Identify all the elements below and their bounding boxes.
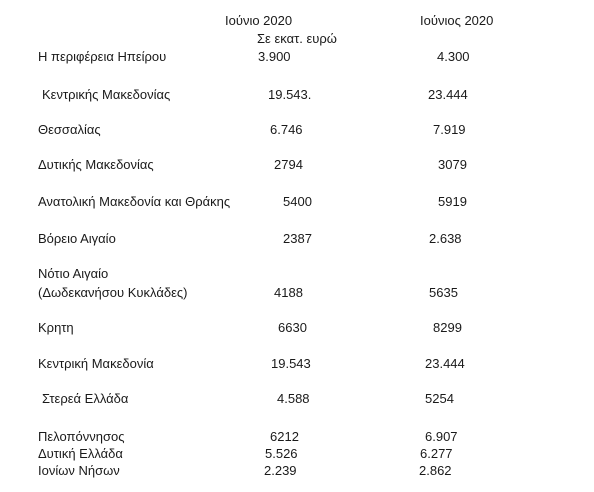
row-value-col2: 23.444: [428, 87, 468, 102]
row-label: Πελοπόννησος: [38, 429, 125, 444]
row-value-col1: 4.588: [277, 391, 310, 406]
row-label: Κεντρικής Μακεδονίας: [42, 87, 171, 102]
row-label: Η περιφέρεια Ηπείρου: [38, 49, 167, 64]
row-label: Νότιο Αιγαίο: [38, 266, 109, 281]
row-value-col1: 2387: [283, 231, 312, 246]
row-value-col2: 7.919: [433, 122, 466, 137]
row-value-col1: 6630: [278, 320, 307, 335]
row-value-col1: 19.543: [271, 356, 311, 371]
row-label: Βόρειο Αιγαίο: [38, 231, 116, 246]
row-value-col1: 4188: [274, 285, 303, 300]
row-label: Στερεά Ελλάδα: [42, 391, 129, 406]
row-value-col1: 2.239: [264, 463, 297, 478]
row-value-col2: 2.862: [419, 463, 452, 478]
column-header-june-2020-a: Ιούνιο 2020: [225, 13, 293, 28]
row-value-col1: 5400: [283, 194, 312, 209]
column-header-june-2020-b: Ιούνιος 2020: [420, 13, 494, 28]
row-value-col2: 3079: [438, 157, 467, 172]
row-label: Κρητη: [38, 320, 74, 335]
row-value-col2: 4.300: [437, 49, 470, 64]
row-value-col1: 3.900: [258, 49, 291, 64]
row-value-col2: 6.907: [425, 429, 458, 444]
row-label: Δυτική Ελλάδα: [38, 446, 123, 461]
row-value-col1: 2794: [274, 157, 303, 172]
row-label: Ανατολική Μακεδονία και Θράκης: [38, 194, 231, 209]
row-value-col1: 5.526: [265, 446, 298, 461]
row-value-col2: 6.277: [420, 446, 453, 461]
row-value-col2: 23.444: [425, 356, 465, 371]
row-value-col2: 2.638: [429, 231, 462, 246]
row-label: Κεντρική Μακεδονία: [38, 356, 154, 371]
row-label-continued: (Δωδεκανήσου Κυκλάδες): [38, 285, 188, 300]
unit-label: Σε εκατ. ευρώ: [257, 31, 337, 46]
row-label: Δυτικής Μακεδονίας: [38, 157, 154, 172]
row-value-col2: 5254: [425, 391, 454, 406]
row-label: Ιονίων Νήσων: [38, 463, 120, 478]
row-value-col2: 5919: [438, 194, 467, 209]
row-value-col1: 19.543.: [268, 87, 312, 102]
row-value-col2: 8299: [433, 320, 462, 335]
row-value-col1: 6.746: [270, 122, 303, 137]
row-value-col1: 6212: [270, 429, 299, 444]
row-label: Θεσσαλίας: [38, 122, 101, 137]
row-value-col2: 5635: [429, 285, 458, 300]
